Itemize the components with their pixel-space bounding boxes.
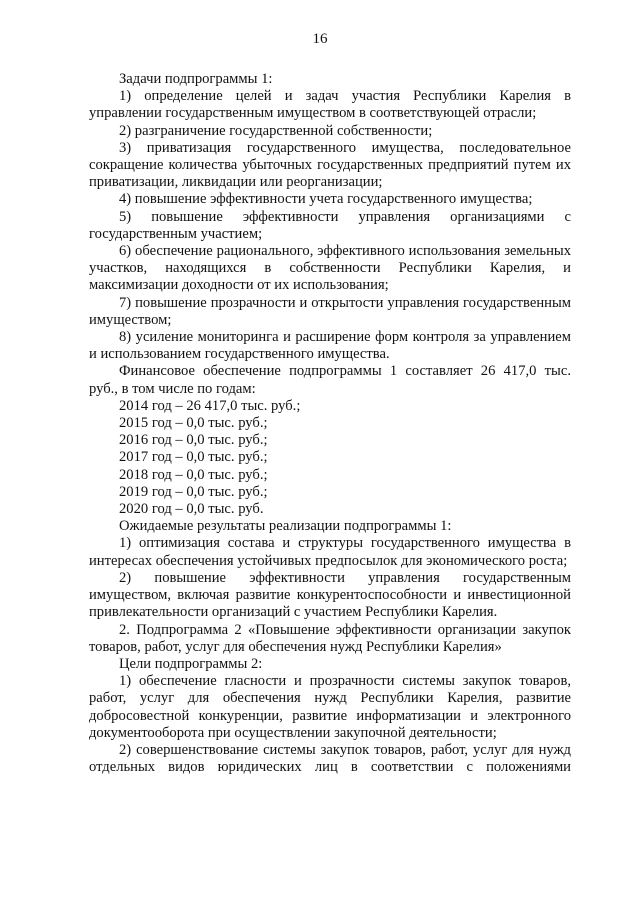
paragraph: 1) определение целей и задач участия Республики Карелия в управлении государственным имуществом в соответствующей отрасли; [89,88,571,122]
paragraph: Финансовое обеспечение подпрограммы 1 составляет 26 417,0 тыс. руб., в том числе по годам: [89,363,571,397]
paragraph: 7) повышение прозрачности и открытости управления государственным имуществом; [89,294,571,328]
paragraph: 2019 год – 0,0 тыс. руб.; [119,483,268,500]
paragraph: 6) обеспечение рационального, эффективного использования земельных участков, находящихся в собственности Республики Карелия, и максимизации доходности от их использования; [89,243,571,294]
paragraph: 2017 год – 0,0 тыс. руб.; [119,449,268,466]
paragraph: 1) оптимизация состава и структуры государственного имущества в интересах обеспечения устойчивых предпосылок для экономического роста; [89,535,571,569]
paragraph: 2) совершенствование системы закупок товаров, работ, услуг для нужд отдельных видов юридических лиц в соответствии с положениями [89,741,571,776]
paragraph: Задачи подпрограммы 1: [119,71,273,87]
paragraph: 2) повышение эффективности управления государственным имуществом, включая развитие конкурентоспособности и инвестиционной привлекательности организаций с участием Республики Карелия. [89,569,571,621]
paragraph: 2020 год – 0,0 тыс. руб. [119,501,264,518]
paragraph: 2) разграничение государственной собственности; [119,122,433,139]
paragraph: 5) повышение эффективности управления организациями с государственным участием; [89,208,571,242]
paragraph: 2. Подпрограмма 2 «Повышение эффективности организации закупок товаров, работ, услуг для обеспечения нужд Республики Карелия» [89,621,571,655]
paragraph: Цели подпрограммы 2: [119,655,263,672]
page-number: 16 [312,31,328,47]
paragraph: 2018 год – 0,0 тыс. руб.; [119,466,268,483]
paragraph: 2016 год – 0,0 тыс. руб.; [119,432,268,449]
paragraph: 2014 год – 26 417,0 тыс. руб.; [119,397,301,414]
document-body [89,71,571,776]
paragraph: 1) обеспечение гласности и прозрачности системы закупок товаров, работ, услуг для обеспечения нужд Республики Карелия, развитие добросовестной конкуренции, развитие информатизации и электронного документооборота при осуществлении закупочной деятельности; [89,673,571,741]
paragraph: 2015 год – 0,0 тыс. руб.; [119,415,268,432]
paragraph: 4) повышение эффективности учета государственного имущества; [119,191,533,208]
paragraph: 8) усиление мониторинга и расширение форм контроля за управлением и использованием государственного имущества. [89,329,571,363]
paragraph: 3) приватизация государственного имущества, последовательное сокращение количества убыточных государственных предприятий путем их приватизации, ликвидации или реорганизации; [89,139,571,191]
paragraph: Ожидаемые результаты реализации подпрограммы 1: [119,518,452,535]
